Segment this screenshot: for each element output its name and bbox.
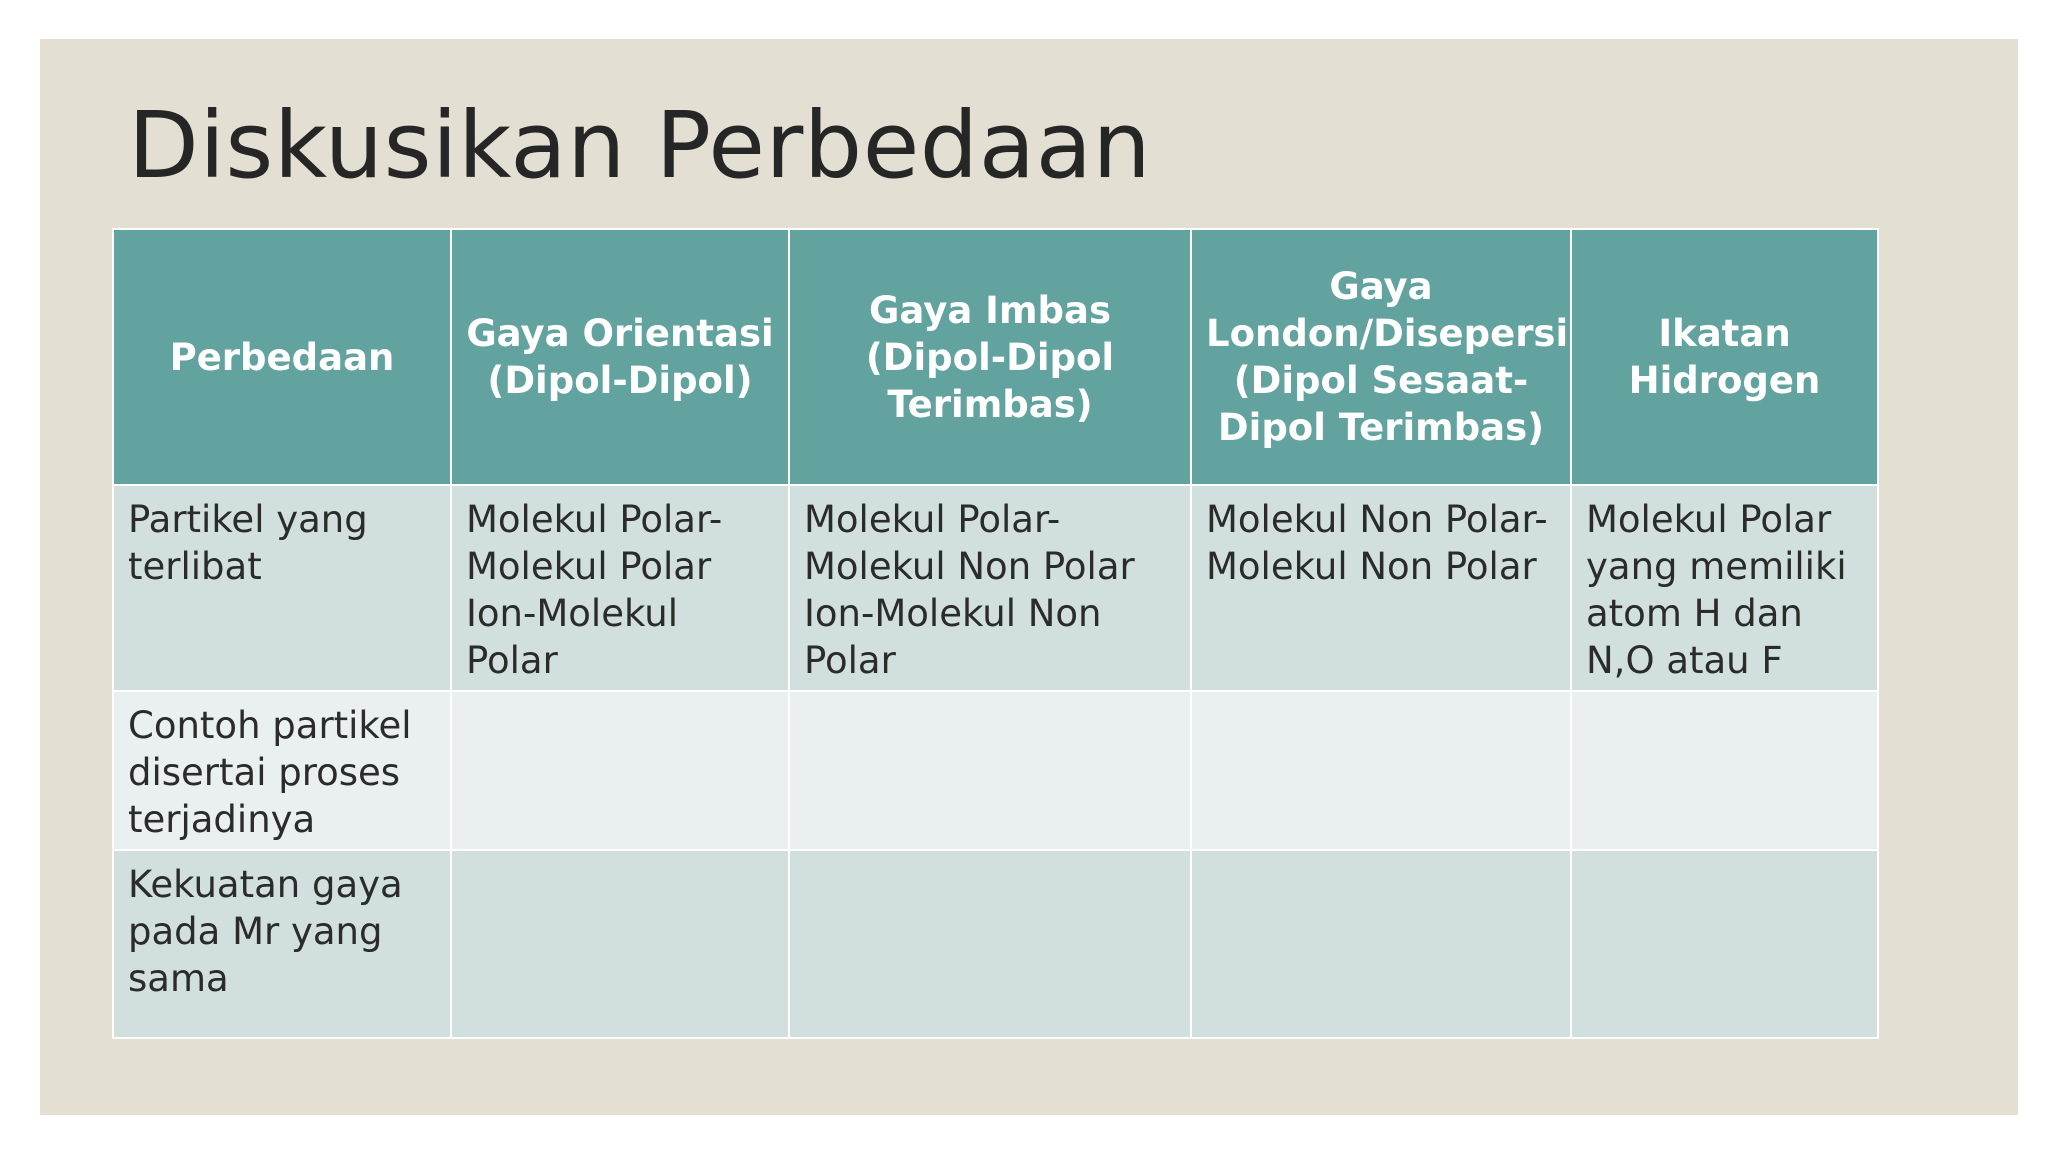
cell-text: Molekul Non Polar bbox=[1206, 545, 1537, 588]
comparison-table bbox=[112, 228, 1879, 1039]
cell-text: Polar bbox=[466, 639, 558, 682]
header-gaya-london: Gaya London/Disepersi (Dipol Sesaat-Dipol Terimbas) bbox=[1191, 229, 1571, 485]
table-cell-empty bbox=[1571, 850, 1878, 1038]
header-gaya-orientasi: Gaya Orientasi (Dipol-Dipol) bbox=[451, 229, 789, 485]
table-cell bbox=[1191, 485, 1571, 691]
table-cell-empty bbox=[789, 691, 1191, 850]
cell-text: yang memiliki bbox=[1586, 545, 1847, 588]
row-label: Partikel yang terlibat bbox=[113, 485, 451, 691]
table-cell-empty bbox=[1571, 691, 1878, 850]
cell-text: atom H dan bbox=[1586, 592, 1803, 635]
cell-text: Molekul Non Polar bbox=[804, 545, 1135, 588]
cell-text: Molekul Polar- bbox=[804, 498, 1061, 541]
table-cell-empty bbox=[1191, 850, 1571, 1038]
cell-text: Polar bbox=[804, 639, 896, 682]
header-perbedaan: Perbedaan bbox=[113, 229, 451, 485]
table-row bbox=[113, 485, 1878, 691]
cell-text: Molekul Polar bbox=[1586, 498, 1832, 541]
table-cell bbox=[451, 485, 789, 691]
header-ikatan-hidrogen: Ikatan Hidrogen bbox=[1571, 229, 1878, 485]
cell-text: Molekul Polar bbox=[466, 545, 712, 588]
cell-text: N,O atau F bbox=[1586, 639, 1783, 682]
header-gaya-imbas: Gaya Imbas (Dipol-Dipol Terimbas) bbox=[789, 229, 1191, 485]
table-row bbox=[113, 850, 1878, 1038]
slide-title: Diskusikan Perbedaan bbox=[128, 92, 1152, 199]
table-cell-empty bbox=[451, 691, 789, 850]
table-cell-empty bbox=[789, 850, 1191, 1038]
cell-text: Molekul Polar- bbox=[466, 498, 723, 541]
table-cell bbox=[789, 485, 1191, 691]
table-header-row bbox=[113, 229, 1878, 485]
slide bbox=[40, 39, 2018, 1115]
cell-text: Molekul Non Polar- bbox=[1206, 498, 1548, 541]
cell-text: Ion-Molekul Non bbox=[804, 592, 1102, 635]
row-label: Contoh partikel disertai proses terjadinya bbox=[113, 691, 451, 850]
table-cell-empty bbox=[451, 850, 789, 1038]
table-row bbox=[113, 691, 1878, 850]
table-cell-empty bbox=[1191, 691, 1571, 850]
cell-text: Ion-Molekul bbox=[466, 592, 678, 635]
row-label: Kekuatan gaya pada Mr yang sama bbox=[113, 850, 451, 1038]
table-cell bbox=[1571, 485, 1878, 691]
